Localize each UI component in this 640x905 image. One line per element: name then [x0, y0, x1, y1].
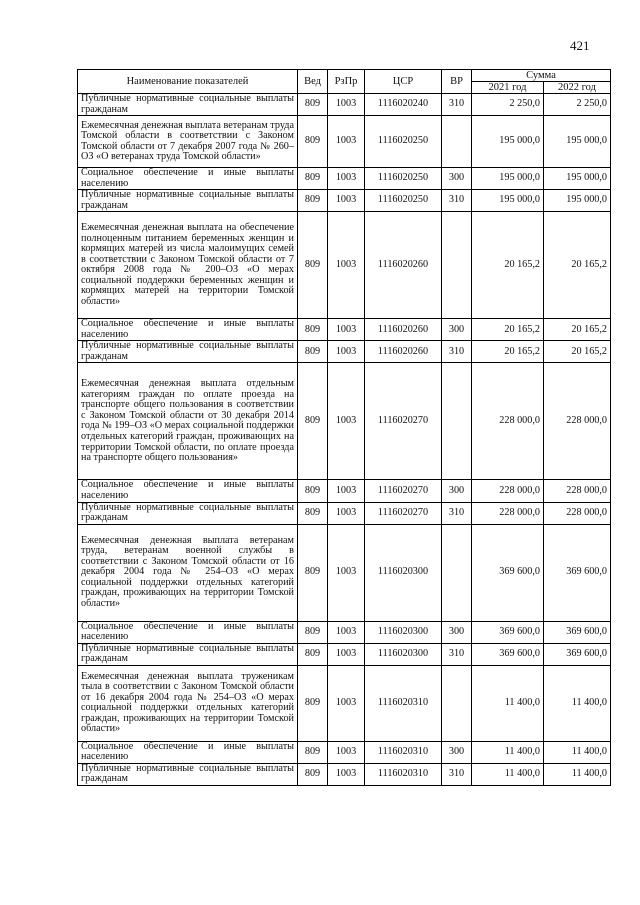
- cell-csr: 1116020310: [365, 741, 442, 763]
- cell-2021: 195 000,0: [472, 168, 544, 190]
- table-row: [78, 190, 611, 212]
- cell-ved: 809: [298, 741, 328, 763]
- cell-ved: 809: [298, 480, 328, 502]
- cell-rzpr: 1003: [328, 212, 365, 319]
- cell-2022: 195 000,0: [544, 190, 611, 212]
- cell-ved: 809: [298, 621, 328, 643]
- table-row: [78, 502, 611, 524]
- header-ved: Вед: [298, 70, 328, 94]
- cell-name: Публичные нормативные социальные выплаты гражданам: [78, 190, 298, 212]
- cell-2021: 228 000,0: [472, 480, 544, 502]
- cell-rzpr: 1003: [328, 341, 365, 363]
- cell-rzpr: 1003: [328, 116, 365, 168]
- cell-csr: 1116020300: [365, 643, 442, 665]
- cell-ved: 809: [298, 524, 328, 621]
- cell-ved: 809: [298, 665, 328, 741]
- cell-vr: 310: [442, 502, 472, 524]
- cell-vr: 310: [442, 341, 472, 363]
- cell-name: Ежемесячная денежная выплата отдельным категориям граждан по оплате проезда на транспорте общего пользования в соответствии с Законом Томской области от 30 декабря 2014 года № 199–ОЗ «О мерах социальной поддержки отдельных категорий граждан, проживающих на территории Томской области, по оплате проезда на транспорте общего пользования»: [78, 363, 298, 480]
- cell-name: Ежемесячная денежная выплата труженикам тыла в соответствии с Законом Томской области от 16 декабря 2004 года № 254–ОЗ «О мерах социальной поддержки отдельных категорий граждан, проживающих на территории Томской области»: [78, 665, 298, 741]
- cell-csr: 1116020250: [365, 190, 442, 212]
- cell-2022: 228 000,0: [544, 502, 611, 524]
- cell-rzpr: 1003: [328, 480, 365, 502]
- budget-table: [77, 69, 611, 786]
- cell-2021: 20 165,2: [472, 319, 544, 341]
- table-row: [78, 621, 611, 643]
- cell-name: Ежемесячная денежная выплата ветеранам труда, ветеранам военной службы в соответствии с Законом Томской области от 16 декабря 2004 года № 254–ОЗ «О мерах социальной поддержки отдельных категорий граждан, проживающих на территории Томской области»: [78, 524, 298, 621]
- cell-name: Публичные нормативные социальные выплаты гражданам: [78, 763, 298, 785]
- cell-2022: 369 600,0: [544, 643, 611, 665]
- cell-ved: 809: [298, 319, 328, 341]
- cell-name: Социальное обеспечение и иные выплаты населению: [78, 621, 298, 643]
- cell-csr: 1116020310: [365, 763, 442, 785]
- cell-ved: 809: [298, 502, 328, 524]
- cell-2022: 20 165,2: [544, 341, 611, 363]
- cell-rzpr: 1003: [328, 168, 365, 190]
- cell-name: Публичные нормативные социальные выплаты гражданам: [78, 341, 298, 363]
- cell-vr: 300: [442, 741, 472, 763]
- cell-vr: [442, 524, 472, 621]
- header-vr: ВР: [442, 70, 472, 94]
- header-2022: 2022 год: [544, 82, 611, 94]
- table-row: [78, 741, 611, 763]
- cell-vr: 300: [442, 621, 472, 643]
- cell-vr: [442, 212, 472, 319]
- cell-vr: [442, 116, 472, 168]
- cell-vr: 300: [442, 319, 472, 341]
- cell-2022: 228 000,0: [544, 363, 611, 480]
- table-row: [78, 665, 611, 741]
- cell-2021: 2 250,0: [472, 94, 544, 116]
- cell-rzpr: 1003: [328, 190, 365, 212]
- cell-2021: 369 600,0: [472, 643, 544, 665]
- cell-rzpr: 1003: [328, 763, 365, 785]
- cell-ved: 809: [298, 643, 328, 665]
- cell-vr: 310: [442, 94, 472, 116]
- table-row: [78, 341, 611, 363]
- table-row: [78, 116, 611, 168]
- table-row: [78, 524, 611, 621]
- cell-2022: 369 600,0: [544, 524, 611, 621]
- cell-2022: 20 165,2: [544, 212, 611, 319]
- cell-vr: 310: [442, 763, 472, 785]
- cell-csr: 1116020300: [365, 524, 442, 621]
- cell-vr: 300: [442, 480, 472, 502]
- cell-ved: 809: [298, 363, 328, 480]
- cell-vr: [442, 665, 472, 741]
- table-row: [78, 643, 611, 665]
- cell-csr: 1116020270: [365, 363, 442, 480]
- cell-rzpr: 1003: [328, 665, 365, 741]
- cell-name: Ежемесячная денежная выплата на обеспечение полноценным питанием беременных женщин и кормящих матерей из числа малоимущих семей в соответствии с Законом Томской области от 7 октября 2008 года № 200–ОЗ «О мерах социальной поддержки беременных женщин и кормящих матерей на территории Томской области»: [78, 212, 298, 319]
- header-2021: 2021 год: [472, 82, 544, 94]
- header-sum: Сумма: [472, 70, 611, 82]
- cell-csr: 1116020270: [365, 502, 442, 524]
- cell-rzpr: 1003: [328, 363, 365, 480]
- cell-2022: 11 400,0: [544, 665, 611, 741]
- cell-2021: 228 000,0: [472, 363, 544, 480]
- cell-2022: 2 250,0: [544, 94, 611, 116]
- cell-rzpr: 1003: [328, 524, 365, 621]
- cell-csr: 1116020240: [365, 94, 442, 116]
- cell-name: Социальное обеспечение и иные выплаты населению: [78, 741, 298, 763]
- cell-2022: 195 000,0: [544, 168, 611, 190]
- cell-vr: 310: [442, 643, 472, 665]
- cell-2021: 20 165,2: [472, 212, 544, 319]
- cell-vr: 310: [442, 190, 472, 212]
- cell-rzpr: 1003: [328, 319, 365, 341]
- cell-2021: 228 000,0: [472, 502, 544, 524]
- cell-csr: 1116020260: [365, 341, 442, 363]
- table-body: [78, 94, 611, 786]
- cell-vr: [442, 363, 472, 480]
- cell-2022: 228 000,0: [544, 480, 611, 502]
- cell-name: Публичные нормативные социальные выплаты гражданам: [78, 643, 298, 665]
- cell-2022: 195 000,0: [544, 116, 611, 168]
- cell-2021: 20 165,2: [472, 341, 544, 363]
- cell-2021: 195 000,0: [472, 190, 544, 212]
- cell-name: Социальное обеспечение и иные выплаты населению: [78, 319, 298, 341]
- table-row: [78, 94, 611, 116]
- cell-rzpr: 1003: [328, 643, 365, 665]
- cell-name: Социальное обеспечение и иные выплаты населению: [78, 168, 298, 190]
- cell-csr: 1116020250: [365, 116, 442, 168]
- cell-rzpr: 1003: [328, 741, 365, 763]
- cell-2021: 195 000,0: [472, 116, 544, 168]
- cell-csr: 1116020260: [365, 319, 442, 341]
- cell-vr: 300: [442, 168, 472, 190]
- header-name: Наименование показателей: [78, 70, 298, 94]
- table-row: [78, 319, 611, 341]
- page-number: 421: [570, 38, 590, 53]
- table-row: [78, 363, 611, 480]
- cell-2022: 11 400,0: [544, 763, 611, 785]
- header-csr: ЦСР: [365, 70, 442, 94]
- cell-ved: 809: [298, 763, 328, 785]
- cell-name: Социальное обеспечение и иные выплаты населению: [78, 480, 298, 502]
- cell-2021: 11 400,0: [472, 741, 544, 763]
- table-row: [78, 480, 611, 502]
- cell-2022: 20 165,2: [544, 319, 611, 341]
- cell-ved: 809: [298, 341, 328, 363]
- cell-ved: 809: [298, 116, 328, 168]
- cell-name: Публичные нормативные социальные выплаты гражданам: [78, 94, 298, 116]
- table-row: [78, 763, 611, 785]
- cell-ved: 809: [298, 94, 328, 116]
- cell-name: Ежемесячная денежная выплата ветеранам труда Томской области в соответствии с Законом Томской области от 7 декабря 2007 года № 260–ОЗ «О ветеранах труда Томской области»: [78, 116, 298, 168]
- cell-csr: 1116020260: [365, 212, 442, 319]
- cell-2021: 11 400,0: [472, 763, 544, 785]
- table-row: [78, 212, 611, 319]
- cell-name: Публичные нормативные социальные выплаты гражданам: [78, 502, 298, 524]
- cell-2022: 11 400,0: [544, 741, 611, 763]
- header-rzpr: РзПр: [328, 70, 365, 94]
- table-row: [78, 168, 611, 190]
- cell-ved: 809: [298, 212, 328, 319]
- cell-csr: 1116020270: [365, 480, 442, 502]
- cell-ved: 809: [298, 168, 328, 190]
- cell-rzpr: 1003: [328, 94, 365, 116]
- cell-ved: 809: [298, 190, 328, 212]
- cell-rzpr: 1003: [328, 502, 365, 524]
- cell-csr: 1116020300: [365, 621, 442, 643]
- cell-rzpr: 1003: [328, 621, 365, 643]
- cell-csr: 1116020310: [365, 665, 442, 741]
- cell-2021: 11 400,0: [472, 665, 544, 741]
- cell-2022: 369 600,0: [544, 621, 611, 643]
- cell-csr: 1116020250: [365, 168, 442, 190]
- cell-2021: 369 600,0: [472, 524, 544, 621]
- cell-2021: 369 600,0: [472, 621, 544, 643]
